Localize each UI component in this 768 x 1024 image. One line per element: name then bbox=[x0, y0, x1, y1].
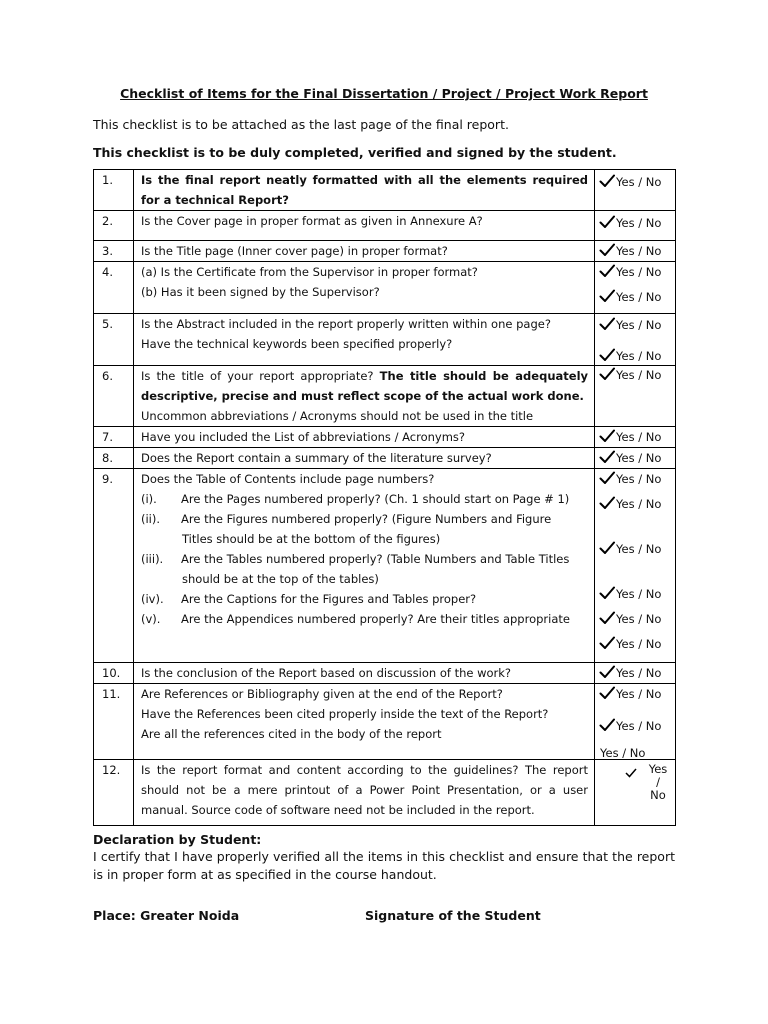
yes-no-answer bbox=[599, 429, 661, 444]
yes-no-label: Yes / No bbox=[616, 368, 662, 382]
row-question bbox=[134, 170, 595, 211]
yes-no-answer bbox=[599, 686, 661, 701]
yes-no-label: Yes / No bbox=[616, 637, 662, 651]
table-row bbox=[94, 448, 676, 469]
table-row bbox=[94, 262, 676, 314]
row-number: 6. bbox=[94, 366, 134, 427]
question-note: Uncommon abbreviations / Acronyms should not be used in the title bbox=[141, 409, 534, 423]
question-line: Is the Abstract included in the report properly written within one page? bbox=[141, 317, 551, 331]
yes-no-label: Yes / No bbox=[616, 318, 662, 332]
sub-text-continued: Titles should be at the bottom of the figures) bbox=[182, 532, 441, 546]
yes-no-answer bbox=[599, 718, 661, 733]
sub-text: Are the Appendices numbered properly? Are their titles appropriate bbox=[181, 612, 570, 626]
table-row bbox=[94, 663, 676, 684]
yes-no-label: Yes / No bbox=[616, 687, 662, 701]
table-row bbox=[94, 211, 676, 241]
checkmark-icon bbox=[599, 174, 616, 188]
question-text: Is the title of your report appropriate? bbox=[141, 369, 374, 383]
checkmark-icon bbox=[599, 686, 616, 700]
declaration-heading: Declaration by Student: bbox=[93, 832, 262, 847]
row-question bbox=[134, 262, 595, 314]
checkmark-icon bbox=[625, 764, 637, 784]
checkmark-icon bbox=[599, 541, 616, 555]
yes-no-answer bbox=[599, 215, 661, 230]
checkmark-icon bbox=[599, 665, 616, 679]
row-number: 8. bbox=[94, 448, 134, 469]
yes-no-label: Yes / No bbox=[616, 244, 662, 258]
sub-question bbox=[141, 549, 588, 569]
question-text: Is the final report neatly formatted with all the elements required for a technical Report? bbox=[141, 173, 588, 207]
yes-label: Yes bbox=[648, 762, 668, 776]
yes-no-answer bbox=[599, 289, 661, 304]
place-field: Place: Greater Noida bbox=[93, 908, 240, 923]
checkmark-icon bbox=[599, 718, 616, 732]
yes-no-answer bbox=[599, 367, 661, 382]
checkmark-icon bbox=[599, 264, 616, 278]
yes-no-label: Yes / No bbox=[616, 430, 662, 444]
row-question bbox=[134, 314, 595, 366]
row-number: 3. bbox=[94, 241, 134, 262]
row-question bbox=[134, 684, 595, 760]
sub-question bbox=[141, 489, 588, 509]
checklist-table bbox=[93, 169, 676, 826]
table-row bbox=[94, 469, 676, 663]
answer-cell bbox=[595, 448, 676, 469]
yes-no-label: Yes / No bbox=[600, 746, 646, 760]
row-question: Is the Title page (Inner cover page) in proper format? bbox=[134, 241, 595, 262]
sub-text: Are the Figures numbered properly? (Figure Numbers and Figure bbox=[181, 512, 552, 526]
checkmark-icon bbox=[599, 496, 616, 510]
yes-no-label: Yes / No bbox=[616, 349, 662, 363]
yes-no-label: Yes / No bbox=[616, 451, 662, 465]
sub-question bbox=[141, 509, 588, 529]
answer-cell bbox=[595, 314, 676, 366]
yes-no-answer bbox=[599, 611, 661, 626]
checkmark-icon bbox=[599, 611, 616, 625]
answer-cell bbox=[595, 262, 676, 314]
answer-cell bbox=[595, 663, 676, 684]
yes-no-label: Yes / No bbox=[616, 290, 662, 304]
row-number: 2. bbox=[94, 211, 134, 241]
answer-cell bbox=[595, 760, 676, 826]
question-part-a: (a) Is the Certificate from the Supervisor in proper format? bbox=[141, 265, 478, 279]
declaration-text: I certify that I have properly verified all the items in this checklist and ensure that the report is in proper form at as specified in the course handout. bbox=[93, 849, 675, 882]
sub-number: (iv). bbox=[141, 592, 164, 606]
yes-no-label: Yes / No bbox=[616, 612, 662, 626]
checkmark-icon bbox=[599, 471, 616, 485]
row-question bbox=[134, 469, 595, 663]
checkmark-icon bbox=[599, 586, 616, 600]
checkmark-icon bbox=[599, 317, 616, 331]
slash-label: / bbox=[656, 775, 660, 789]
answer-cell bbox=[595, 366, 676, 427]
checkmark-icon bbox=[599, 429, 616, 443]
checkmark-icon bbox=[599, 215, 616, 229]
answer-cell bbox=[595, 427, 676, 448]
yes-no-answer bbox=[599, 665, 661, 680]
yes-no-label: Yes / No bbox=[616, 587, 662, 601]
yes-no-label: Yes / No bbox=[616, 216, 662, 230]
yes-no-answer bbox=[599, 317, 661, 332]
table-row bbox=[94, 366, 676, 427]
sub-number: (i). bbox=[141, 492, 157, 506]
row-number: 12. bbox=[94, 760, 134, 826]
intro-instruction: This checklist is to be duly completed, verified and signed by the student. bbox=[93, 145, 617, 160]
yes-no-answer bbox=[599, 174, 661, 189]
yes-no-answer bbox=[599, 348, 661, 363]
table-row bbox=[94, 760, 676, 826]
question-text: Does the Table of Contents include page numbers? bbox=[141, 472, 435, 486]
yes-no-answer bbox=[599, 636, 661, 651]
question-part-b: (b) Has it been signed by the Supervisor? bbox=[141, 285, 380, 299]
yes-no-label: Yes / No bbox=[616, 666, 662, 680]
table-row bbox=[94, 314, 676, 366]
yes-no-answer bbox=[599, 586, 661, 601]
answer-cell bbox=[595, 684, 676, 760]
yes-no-answer bbox=[599, 264, 661, 279]
yes-no-label: Yes / No bbox=[616, 175, 662, 189]
row-number: 7. bbox=[94, 427, 134, 448]
row-number: 4. bbox=[94, 262, 134, 314]
yes-no-label: Yes / No bbox=[616, 472, 662, 486]
yes-no-label: Yes / No bbox=[616, 497, 662, 511]
row-question: Is the Cover page in proper format as given in Annexure A? bbox=[134, 211, 595, 241]
answer-cell bbox=[595, 241, 676, 262]
sub-number: (v). bbox=[141, 612, 161, 626]
row-number: 1. bbox=[94, 170, 134, 211]
yes-no-answer bbox=[599, 541, 661, 556]
page-title: Checklist of Items for the Final Dissertation / Project / Project Work Report bbox=[120, 86, 648, 101]
checkmark-icon bbox=[599, 289, 616, 303]
sub-number: (ii). bbox=[141, 512, 161, 526]
sub-text: Are the Pages numbered properly? (Ch. 1 should start on Page # 1) bbox=[181, 492, 570, 506]
no-label: No bbox=[650, 788, 666, 802]
sub-text-continued: should be at the top of the tables) bbox=[182, 572, 379, 586]
checkmark-icon bbox=[599, 348, 616, 362]
yes-no-label: Yes / No bbox=[616, 542, 662, 556]
question-line: Are References or Bibliography given at the end of the Report? bbox=[141, 687, 503, 701]
yes-no-answer bbox=[599, 243, 661, 258]
yes-no-label: Yes / No bbox=[616, 719, 662, 733]
table-row bbox=[94, 427, 676, 448]
checkmark-icon bbox=[599, 243, 616, 257]
yes-no-answer bbox=[599, 450, 661, 465]
row-question bbox=[134, 366, 595, 427]
sub-question bbox=[141, 589, 588, 609]
question-line: Have the technical keywords been specified properly? bbox=[141, 337, 453, 351]
table-row bbox=[94, 170, 676, 211]
sub-question bbox=[141, 609, 588, 629]
question-line: Have the References been cited properly inside the text of the Report? bbox=[141, 707, 549, 721]
yes-no-answer bbox=[599, 496, 661, 511]
checkmark-icon bbox=[599, 450, 616, 464]
row-number: 11. bbox=[94, 684, 134, 760]
row-number: 5. bbox=[94, 314, 134, 366]
question-emphasis: The title should be adequately descriptive, precise and must reflect scope of the actual work done. bbox=[141, 369, 589, 403]
checkmark-icon bbox=[599, 636, 616, 650]
yes-no-stacked bbox=[647, 763, 669, 802]
yes-no-answer bbox=[599, 471, 661, 486]
row-number: 10. bbox=[94, 663, 134, 684]
row-question: Does the Report contain a summary of the literature survey? bbox=[134, 448, 595, 469]
answer-cell bbox=[595, 211, 676, 241]
row-question: Have you included the List of abbreviations / Acronyms? bbox=[134, 427, 595, 448]
intro-text: This checklist is to be attached as the last page of the final report. bbox=[93, 117, 509, 132]
table-row bbox=[94, 684, 676, 760]
row-number: 9. bbox=[94, 469, 134, 663]
sub-text: Are the Captions for the Figures and Tables proper? bbox=[181, 592, 477, 606]
question-line: Are all the references cited in the body of the report bbox=[141, 727, 442, 741]
table-row bbox=[94, 241, 676, 262]
checkmark-icon bbox=[599, 367, 616, 381]
row-question: Is the report format and content according to the guidelines? The report should not be a mere printout of a Power Point Presentation, or a user manual. Source code of software need not be included in the report. bbox=[134, 760, 595, 826]
answer-cell bbox=[595, 170, 676, 211]
sub-text: Are the Tables numbered properly? (Table Numbers and Table Titles bbox=[181, 552, 570, 566]
sub-number: (iii). bbox=[141, 552, 164, 566]
signature-field: Signature of the Student bbox=[365, 908, 541, 923]
row-question: Is the conclusion of the Report based on discussion of the work? bbox=[134, 663, 595, 684]
answer-cell bbox=[595, 469, 676, 663]
yes-no-label: Yes / No bbox=[616, 265, 662, 279]
